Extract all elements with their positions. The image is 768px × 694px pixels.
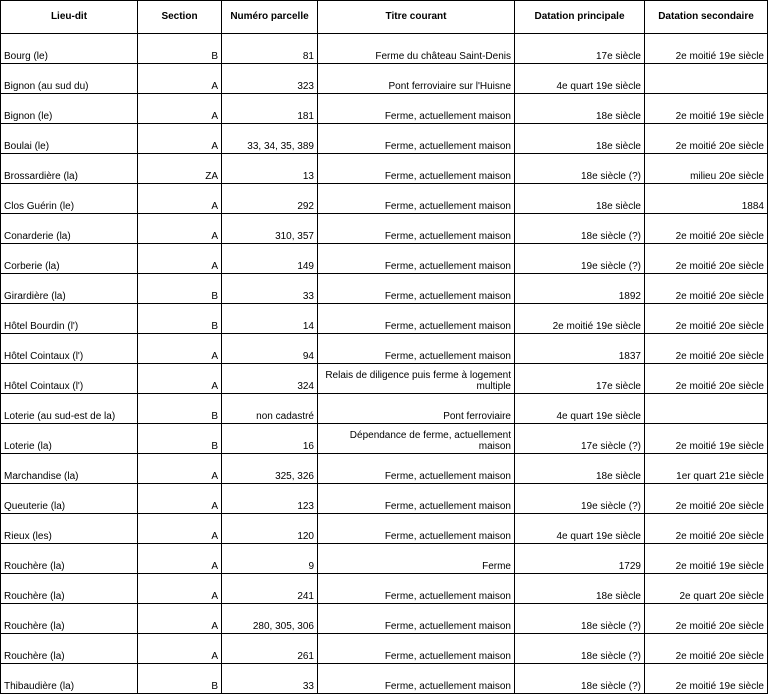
cell-datation-secondaire: 2e moitié 19e siècle (645, 664, 768, 694)
cell-titre-courant: Pont ferroviaire (318, 394, 515, 424)
cell-datation-principale: 18e siècle (?) (515, 214, 645, 244)
cell-datation-secondaire: 2e quart 20e siècle (645, 574, 768, 604)
cell-titre-courant: Ferme, actuellement maison (318, 184, 515, 214)
cell-numero-parcelle: 14 (222, 304, 318, 334)
cell-numero-parcelle: non cadastré (222, 394, 318, 424)
cell-section: ZA (138, 154, 222, 184)
cell-numero-parcelle: 13 (222, 154, 318, 184)
table-row (1, 634, 768, 664)
cell-section: A (138, 484, 222, 514)
table-body (1, 34, 768, 694)
header-datation-secondaire: Datation secondaire (645, 1, 768, 34)
cell-datation-principale: 1729 (515, 544, 645, 574)
header-section: Section (138, 1, 222, 34)
cell-datation-secondaire: 2e moitié 20e siècle (645, 514, 768, 544)
cell-section: A (138, 334, 222, 364)
cell-datation-secondaire: 2e moitié 20e siècle (645, 214, 768, 244)
cell-lieu-dit: Hôtel Cointaux (l') (1, 364, 138, 394)
header-lieu-dit: Lieu-dit (1, 1, 138, 34)
header-titre-courant: Titre courant (318, 1, 515, 34)
table-row (1, 484, 768, 514)
cell-datation-secondaire: 2e moitié 19e siècle (645, 34, 768, 64)
table-row (1, 94, 768, 124)
cell-section: A (138, 634, 222, 664)
cell-numero-parcelle: 81 (222, 34, 318, 64)
cell-datation-principale: 17e siècle (?) (515, 424, 645, 454)
cell-titre-courant: Ferme, actuellement maison (318, 94, 515, 124)
cell-lieu-dit: Rouchère (la) (1, 574, 138, 604)
cell-section: A (138, 574, 222, 604)
cell-titre-courant: Ferme, actuellement maison (318, 604, 515, 634)
table-row (1, 574, 768, 604)
table-row (1, 364, 768, 394)
cell-titre-courant: Ferme, actuellement maison (318, 634, 515, 664)
cell-lieu-dit: Clos Guérin (le) (1, 184, 138, 214)
cell-datation-principale: 18e siècle (515, 184, 645, 214)
cell-datation-secondaire: 2e moitié 20e siècle (645, 334, 768, 364)
cell-lieu-dit: Bourg (le) (1, 34, 138, 64)
cell-section: B (138, 664, 222, 694)
table-row (1, 454, 768, 484)
cell-datation-principale: 18e siècle (?) (515, 634, 645, 664)
cell-section: A (138, 184, 222, 214)
cell-lieu-dit: Rouchère (la) (1, 544, 138, 574)
table-row (1, 34, 768, 64)
table-row (1, 64, 768, 94)
cell-titre-courant: Ferme, actuellement maison (318, 154, 515, 184)
table-row (1, 304, 768, 334)
cell-numero-parcelle: 324 (222, 364, 318, 394)
cell-titre-courant: Ferme, actuellement maison (318, 334, 515, 364)
cell-numero-parcelle: 261 (222, 634, 318, 664)
cell-datation-principale: 18e siècle (515, 94, 645, 124)
cell-lieu-dit: Brossardière (la) (1, 154, 138, 184)
table-row (1, 514, 768, 544)
cell-section: A (138, 64, 222, 94)
cell-lieu-dit: Rouchère (la) (1, 634, 138, 664)
cell-datation-principale: 4e quart 19e siècle (515, 514, 645, 544)
cell-section: A (138, 364, 222, 394)
cell-titre-courant: Ferme, actuellement maison (318, 124, 515, 154)
cell-lieu-dit: Loterie (la) (1, 424, 138, 454)
cell-datation-principale: 4e quart 19e siècle (515, 394, 645, 424)
cell-numero-parcelle: 123 (222, 484, 318, 514)
cell-lieu-dit: Thibaudière (la) (1, 664, 138, 694)
cell-numero-parcelle: 181 (222, 94, 318, 124)
table-row (1, 604, 768, 634)
cell-numero-parcelle: 323 (222, 64, 318, 94)
cell-titre-courant: Ferme, actuellement maison (318, 304, 515, 334)
cell-titre-courant: Ferme, actuellement maison (318, 574, 515, 604)
cell-section: B (138, 304, 222, 334)
cell-section: B (138, 274, 222, 304)
cell-section: A (138, 514, 222, 544)
cell-section: A (138, 244, 222, 274)
cell-lieu-dit: Hôtel Bourdin (l') (1, 304, 138, 334)
cell-numero-parcelle: 33 (222, 664, 318, 694)
cell-titre-courant: Ferme du château Saint-Denis (318, 34, 515, 64)
cell-numero-parcelle: 9 (222, 544, 318, 574)
cell-lieu-dit: Rieux (les) (1, 514, 138, 544)
cell-datation-principale: 18e siècle (515, 454, 645, 484)
cell-datation-secondaire: 2e moitié 20e siècle (645, 124, 768, 154)
cell-section: B (138, 424, 222, 454)
cell-lieu-dit: Conarderie (la) (1, 214, 138, 244)
cell-lieu-dit: Bignon (le) (1, 94, 138, 124)
table-row (1, 184, 768, 214)
cell-titre-courant: Relais de diligence puis ferme à logement multiple (318, 364, 515, 394)
cell-numero-parcelle: 149 (222, 244, 318, 274)
cell-datation-principale: 17e siècle (515, 364, 645, 394)
cell-section: A (138, 454, 222, 484)
cell-datation-principale: 2e moitié 19e siècle (515, 304, 645, 334)
cell-numero-parcelle: 33 (222, 274, 318, 304)
cell-datation-secondaire: 1er quart 21e siècle (645, 454, 768, 484)
header-numero-parcelle: Numéro parcelle (222, 1, 318, 34)
cell-titre-courant: Pont ferroviaire sur l'Huisne (318, 64, 515, 94)
cell-numero-parcelle: 94 (222, 334, 318, 364)
cell-datation-secondaire: 2e moitié 20e siècle (645, 604, 768, 634)
table-row (1, 124, 768, 154)
cell-lieu-dit: Rouchère (la) (1, 604, 138, 634)
cell-datation-secondaire: 2e moitié 20e siècle (645, 274, 768, 304)
cell-numero-parcelle: 33, 34, 35, 389 (222, 124, 318, 154)
cell-datation-secondaire: 2e moitié 20e siècle (645, 364, 768, 394)
header-row (1, 1, 768, 34)
cell-section: A (138, 94, 222, 124)
cell-lieu-dit: Boulai (le) (1, 124, 138, 154)
cell-numero-parcelle: 292 (222, 184, 318, 214)
table-row (1, 274, 768, 304)
cell-section: B (138, 34, 222, 64)
cell-lieu-dit: Corberie (la) (1, 244, 138, 274)
cell-datation-secondaire (645, 394, 768, 424)
cell-datation-secondaire: milieu 20e siècle (645, 154, 768, 184)
cell-datation-principale: 18e siècle (515, 574, 645, 604)
cell-lieu-dit: Marchandise (la) (1, 454, 138, 484)
cell-datation-secondaire: 2e moitié 20e siècle (645, 484, 768, 514)
table-row (1, 544, 768, 574)
cell-titre-courant: Ferme, actuellement maison (318, 664, 515, 694)
cell-titre-courant: Ferme, actuellement maison (318, 514, 515, 544)
cell-titre-courant: Ferme, actuellement maison (318, 484, 515, 514)
cell-datation-principale: 18e siècle (515, 124, 645, 154)
table-row (1, 154, 768, 184)
cell-section: A (138, 604, 222, 634)
cell-datation-secondaire: 2e moitié 20e siècle (645, 634, 768, 664)
header-datation-principale: Datation principale (515, 1, 645, 34)
cell-datation-secondaire: 2e moitié 20e siècle (645, 304, 768, 334)
cell-datation-secondaire: 2e moitié 19e siècle (645, 424, 768, 454)
cell-titre-courant: Ferme, actuellement maison (318, 454, 515, 484)
cell-titre-courant: Ferme, actuellement maison (318, 244, 515, 274)
cell-datation-secondaire: 1884 (645, 184, 768, 214)
cell-datation-principale: 18e siècle (?) (515, 604, 645, 634)
cell-numero-parcelle: 16 (222, 424, 318, 454)
cell-datation-secondaire: 2e moitié 19e siècle (645, 94, 768, 124)
cell-section: A (138, 544, 222, 574)
cell-datation-secondaire: 2e moitié 19e siècle (645, 544, 768, 574)
cell-titre-courant: Dépendance de ferme, actuellement maison (318, 424, 515, 454)
table-row (1, 424, 768, 454)
cell-lieu-dit: Queuterie (la) (1, 484, 138, 514)
cell-section: A (138, 214, 222, 244)
cell-section: B (138, 394, 222, 424)
cell-numero-parcelle: 325, 326 (222, 454, 318, 484)
cell-lieu-dit: Girardière (la) (1, 274, 138, 304)
cell-datation-principale: 4e quart 19e siècle (515, 64, 645, 94)
cell-numero-parcelle: 241 (222, 574, 318, 604)
table-row (1, 244, 768, 274)
cell-lieu-dit: Loterie (au sud-est de la) (1, 394, 138, 424)
cell-datation-secondaire (645, 64, 768, 94)
cell-datation-principale: 1837 (515, 334, 645, 364)
cell-numero-parcelle: 310, 357 (222, 214, 318, 244)
cell-datation-principale: 18e siècle (?) (515, 154, 645, 184)
cell-titre-courant: Ferme, actuellement maison (318, 214, 515, 244)
table-row (1, 394, 768, 424)
cell-datation-principale: 18e siècle (?) (515, 664, 645, 694)
cell-datation-principale: 17e siècle (515, 34, 645, 64)
cell-section: A (138, 124, 222, 154)
cell-numero-parcelle: 120 (222, 514, 318, 544)
cell-lieu-dit: Bignon (au sud du) (1, 64, 138, 94)
cell-titre-courant: Ferme (318, 544, 515, 574)
table-row (1, 664, 768, 694)
table-row (1, 214, 768, 244)
cell-numero-parcelle: 280, 305, 306 (222, 604, 318, 634)
cell-datation-principale: 19e siècle (?) (515, 244, 645, 274)
cell-datation-principale: 19e siècle (?) (515, 484, 645, 514)
cell-titre-courant: Ferme, actuellement maison (318, 274, 515, 304)
cell-lieu-dit: Hôtel Cointaux (l') (1, 334, 138, 364)
table-row (1, 334, 768, 364)
cell-datation-secondaire: 2e moitié 20e siècle (645, 244, 768, 274)
cell-datation-principale: 1892 (515, 274, 645, 304)
